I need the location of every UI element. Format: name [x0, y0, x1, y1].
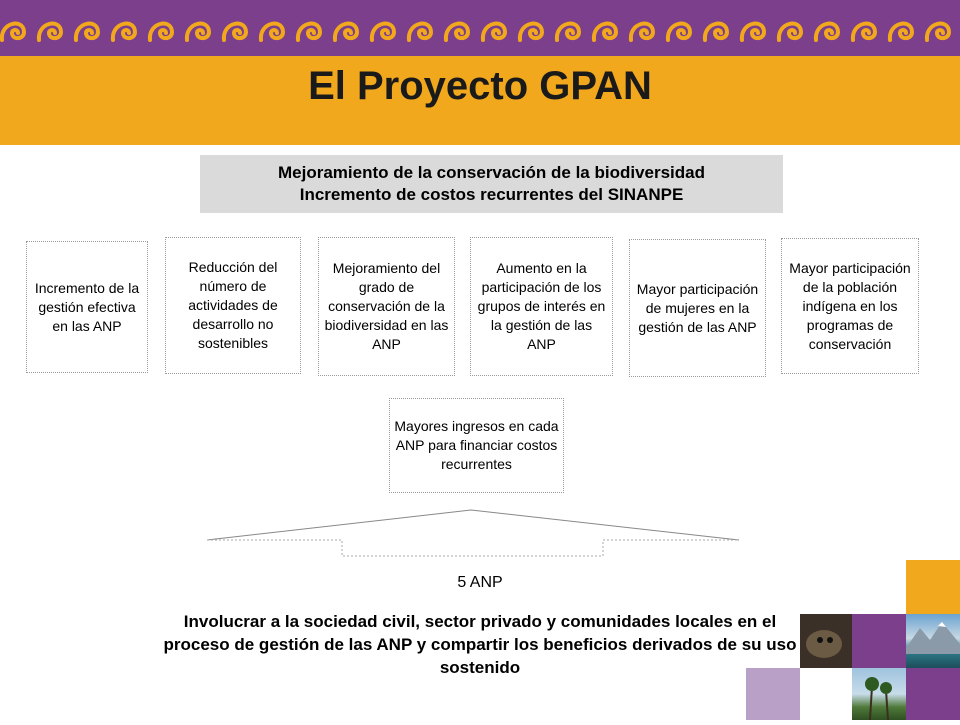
bat-photo	[800, 614, 852, 668]
wave-curl	[557, 24, 579, 40]
wave-curl	[335, 24, 357, 40]
wave-curl	[779, 24, 801, 40]
deco-square-orange	[906, 560, 960, 615]
wave-curl	[705, 24, 727, 40]
wave-curl	[224, 24, 246, 40]
wave-curl	[890, 24, 912, 40]
wave-curl	[631, 24, 653, 40]
anp-count-label: 5 ANP	[457, 574, 503, 591]
wave-curl	[298, 24, 320, 40]
deco-square-lilac	[746, 668, 800, 720]
result-box-2: Reducción del número de actividades de desarrollo no sostenibles	[165, 237, 301, 374]
palm-trees-photo	[852, 668, 906, 720]
wave-curl	[668, 24, 690, 40]
bracket-connector	[205, 508, 745, 560]
wave-curl	[150, 24, 172, 40]
wave-curl	[76, 24, 98, 40]
income-box: Mayores ingresos en cada ANP para financiar costos recurrentes	[389, 398, 564, 493]
result-box-3: Mejoramiento del grado de conservación de la biodiversidad en las ANP	[318, 237, 455, 376]
goal-line-2: Incremento de costos recurrentes del SINANPE	[299, 185, 684, 204]
wave-curl	[261, 24, 283, 40]
decorative-wave-band	[0, 0, 960, 56]
result-box-5: Mayor participación de mujeres en la gestión de las ANP	[629, 239, 766, 377]
goal-box	[200, 155, 783, 213]
page-title: El Proyecto GPAN	[308, 64, 652, 108]
mountain-lake-photo	[906, 614, 960, 668]
wave-curl	[520, 24, 542, 40]
wave-curl	[483, 24, 505, 40]
wave-curl	[113, 24, 135, 40]
wave-curl	[927, 24, 949, 40]
wave-curl	[446, 24, 468, 40]
result-box-4: Aumento en la participación de los grupos de interés en la gestión de las ANP	[470, 237, 613, 376]
wave-pattern	[0, 0, 960, 56]
wave-curl	[853, 24, 875, 40]
wave-curl	[816, 24, 838, 40]
wave-curl	[594, 24, 616, 40]
result-box-6: Mayor participación de la población indígena en los programas de conservación	[781, 238, 919, 374]
wave-curl	[409, 24, 431, 40]
goal-line-1: Mejoramiento de la conservación de la biodiversidad	[277, 163, 706, 182]
header-banner	[0, 0, 960, 145]
wave-curl	[39, 24, 61, 40]
wave-curl	[372, 24, 394, 40]
deco-square-purple-2	[906, 668, 960, 720]
wave-curl	[742, 24, 764, 40]
deco-square-purple	[852, 614, 906, 668]
result-box-1: Incremento de la gestión efectiva en las ANP	[26, 241, 148, 373]
wave-curl	[187, 24, 209, 40]
wave-curl	[2, 24, 24, 40]
purpose-statement: Involucrar a la sociedad civil, sector privado y comunidades locales en el proceso de gestión de las ANP y compartir los beneficios derivados de su uso sostenido	[163, 612, 797, 677]
